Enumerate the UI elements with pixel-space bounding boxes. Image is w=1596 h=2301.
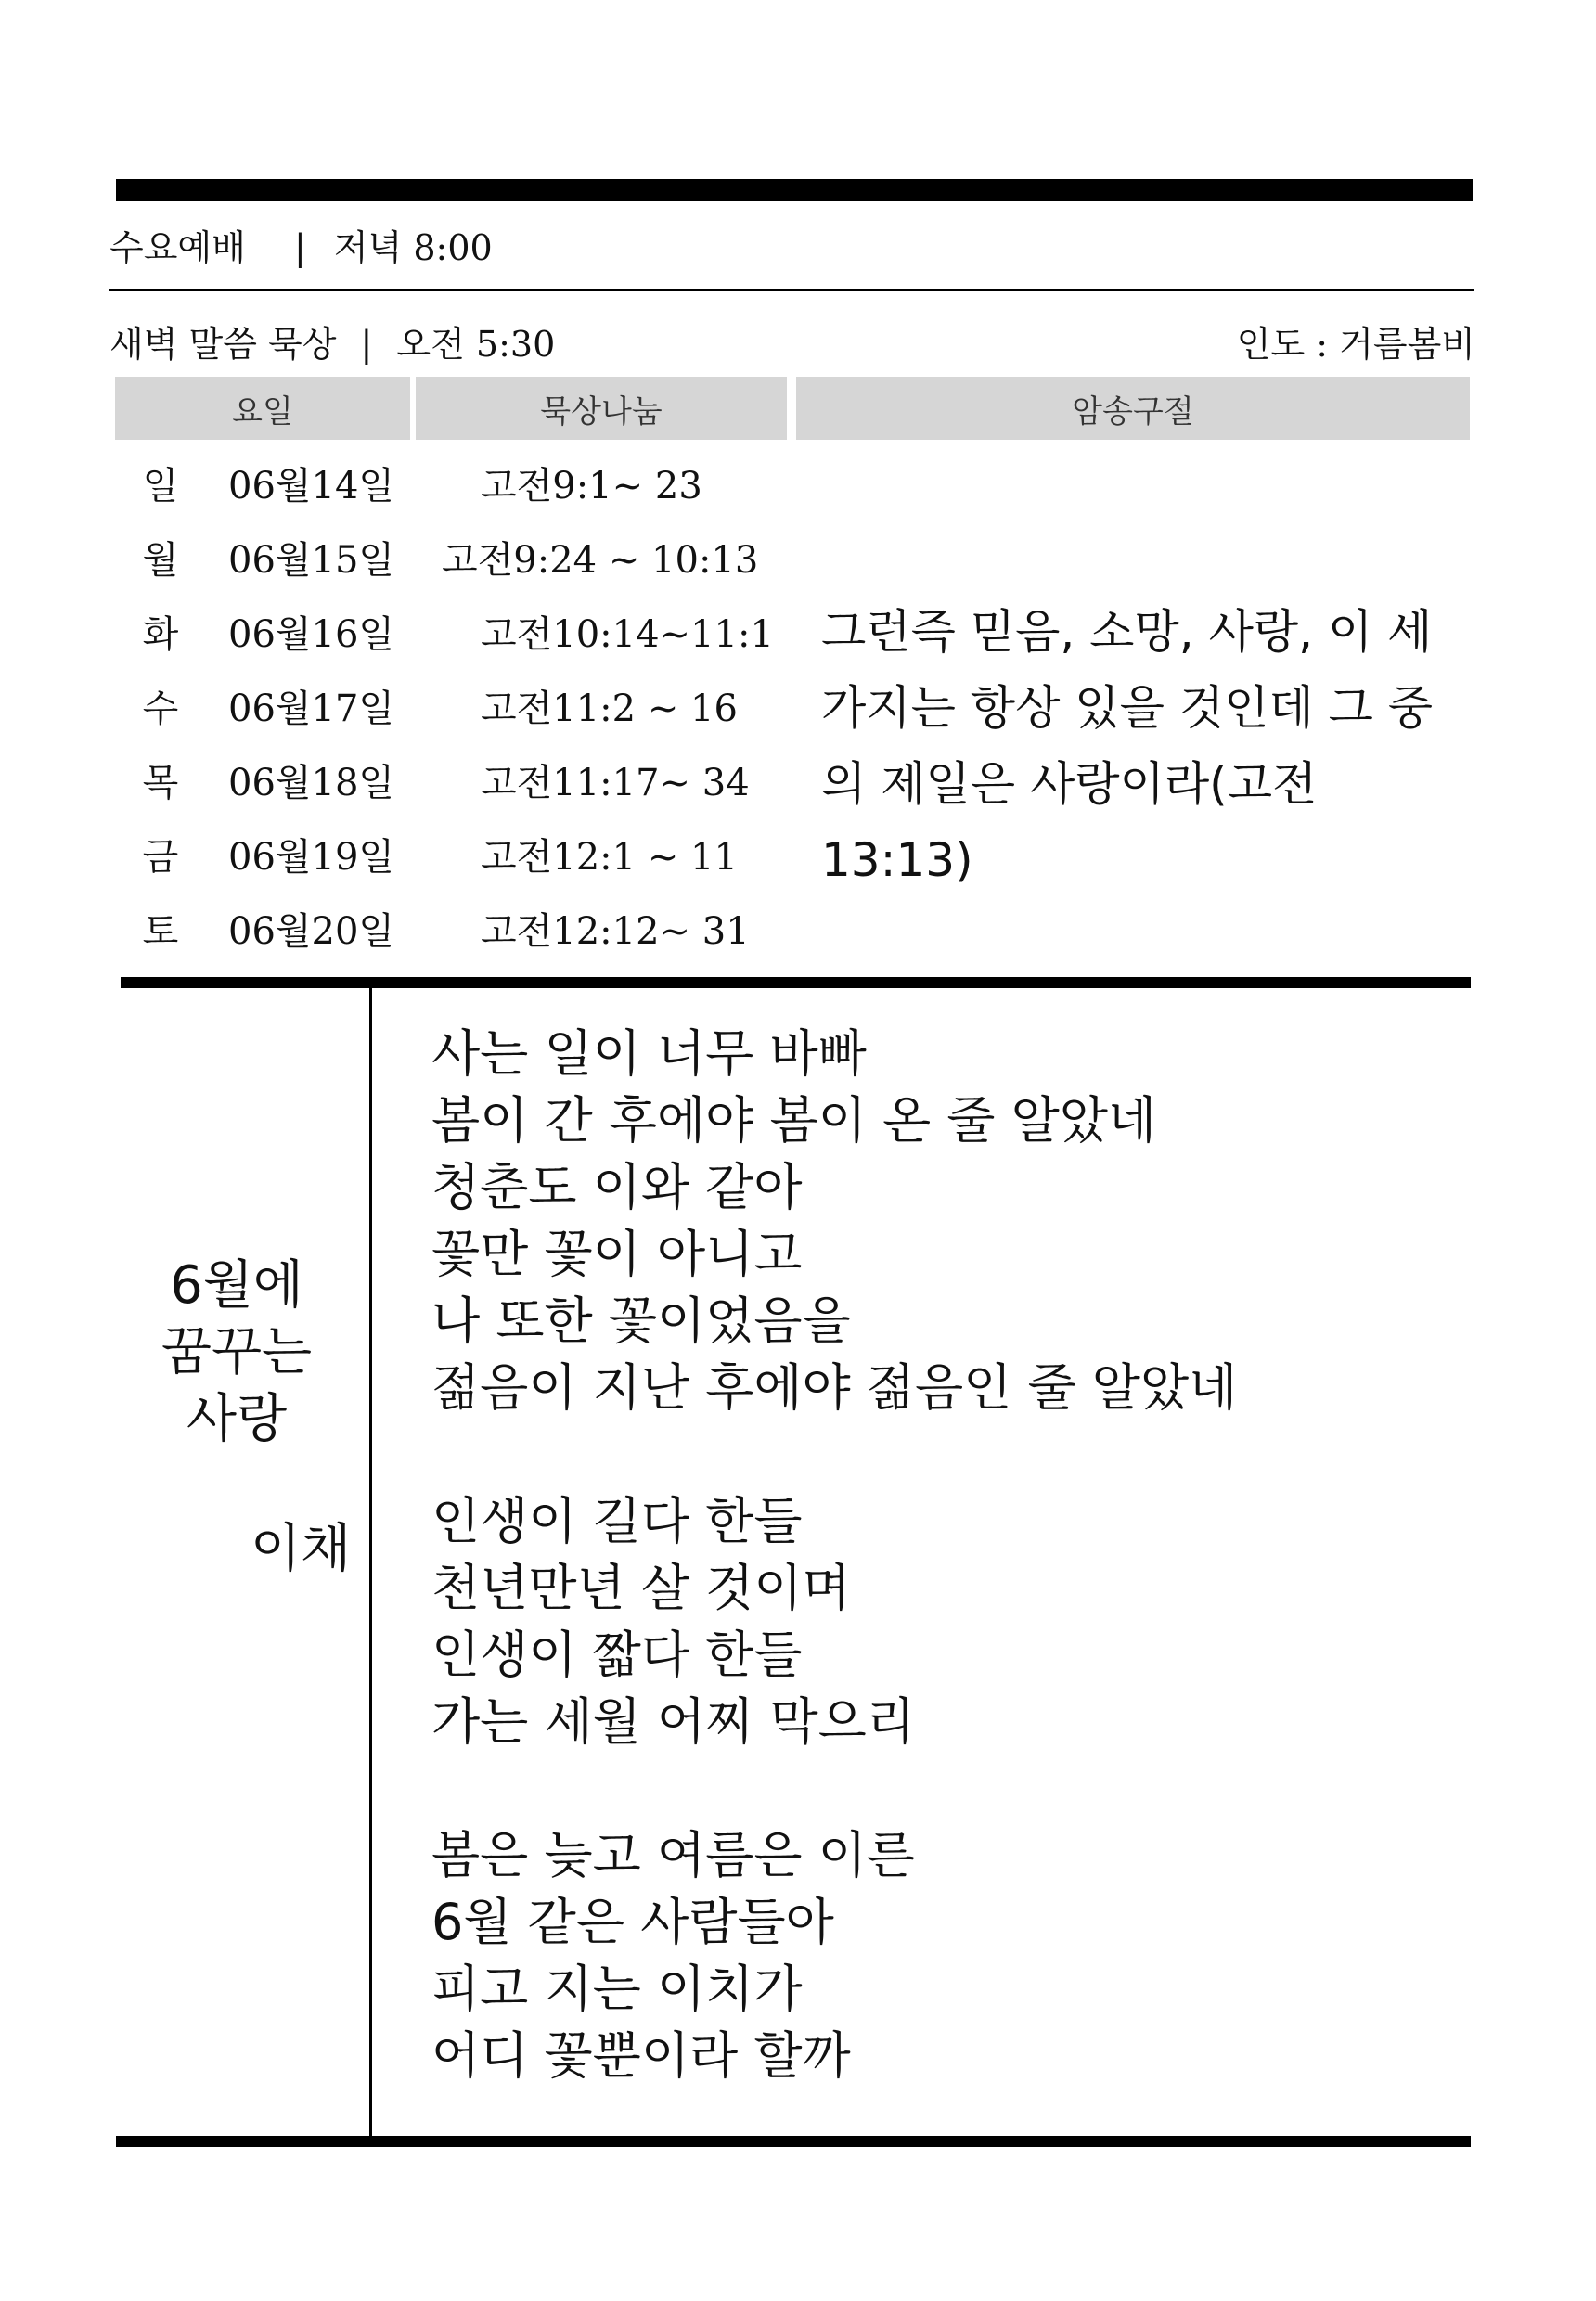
top-rule: [116, 179, 1473, 201]
row-date: 06월16일: [228, 612, 395, 656]
memory-verse-line: 그런즉 믿음, 소망, 사랑, 이 세: [821, 605, 1433, 659]
dawn-leader: 인도 : 거름봄비: [1236, 324, 1475, 365]
poem-line: 6월 같은 사람들아: [431, 1893, 834, 1951]
row-reference: 고전11:17~ 34: [481, 761, 750, 804]
dawn-time: 오전 5:30: [396, 324, 556, 365]
row-date: 06월14일: [228, 464, 395, 508]
poem-line: 어디 꽃뿐이라 할까: [431, 2026, 851, 2085]
dawn-separator: |: [360, 324, 373, 365]
poem-line: 나 또한 꽃이었음을: [431, 1292, 851, 1350]
stanza-break: [431, 1755, 1237, 1822]
header-memory-verse: 암송구절: [796, 377, 1470, 440]
row-day: 일: [142, 464, 179, 508]
memory-verse-line: 의 제일은 사랑이라(고전13:13): [821, 757, 1318, 887]
row-date: 06월20일: [228, 909, 395, 953]
poem-line: 청춘도 이와 같아: [431, 1158, 803, 1216]
poem-line: 인생이 길다 한들: [431, 1492, 803, 1550]
dawn-label: 새벽 말씀 묵상: [109, 324, 337, 365]
poem-line: 가는 세월 어찌 막으리: [431, 1692, 915, 1751]
wednesday-time: 저녁 8:00: [333, 227, 493, 268]
memory-verse: [821, 594, 1452, 898]
poem-line: 피고 지는 이치가: [431, 1960, 803, 2018]
poem-title-line: 사랑: [186, 1389, 288, 1449]
poem-line: 사는 일이 너무 바빠: [431, 1024, 867, 1083]
poem-title-line: 6월에: [170, 1255, 303, 1316]
poem-line: 젊음이 지난 후에야 젊음인 줄 알았네: [431, 1358, 1238, 1417]
poem-line: 봄이 간 후에야 봄이 온 줄 알았네: [431, 1091, 1157, 1150]
row-date: 06월17일: [228, 687, 395, 730]
row-day: 수: [142, 687, 179, 730]
bottom-rule: [116, 2136, 1471, 2147]
poem-line: 인생이 짧다 한들: [431, 1626, 803, 1684]
row-reference: 고전12:12~ 31: [481, 909, 750, 953]
poem-line: 꽃만 꽃이 아니고: [431, 1225, 803, 1283]
header-meditation: 묵상나눔: [416, 377, 787, 440]
row-reference: 고전11:2 ~ 16: [481, 687, 738, 730]
poem-author: 이채: [251, 1519, 352, 1579]
row-date: 06월19일: [228, 835, 395, 879]
row-day: 금: [142, 835, 179, 879]
wednesday-service: [109, 219, 493, 270]
row-day: 화: [142, 612, 179, 656]
poem-line: 천년만년 살 것이며: [431, 1559, 851, 1617]
row-day: 목: [142, 761, 179, 804]
row-day: 월: [142, 538, 179, 582]
poem-title: [130, 1253, 343, 1453]
dawn-meditation: [109, 315, 555, 366]
poem-divider: [369, 988, 372, 2139]
row-reference: 고전10:14~11:1: [481, 612, 774, 656]
middle-rule: [121, 977, 1471, 988]
row-reference: 고전9:1~ 23: [481, 464, 702, 508]
row-day: 토: [142, 909, 179, 953]
row-reference: 고전12:1 ~ 11: [481, 835, 738, 879]
row-reference: 고전9:24 ~ 10:13: [442, 538, 759, 582]
poem-title-line: 꿈꾸는: [161, 1322, 313, 1382]
row-date: 06월18일: [228, 761, 395, 804]
header-day: 요일: [115, 377, 410, 440]
row-date: 06월15일: [228, 538, 395, 582]
stanza-break: [431, 1421, 1237, 1488]
poem-line: 봄은 늦고 여름은 이른: [431, 1826, 915, 1884]
memory-verse-line: 가지는 항상 있을 것인데 그 중: [821, 681, 1434, 735]
wednesday-separator: |: [293, 227, 306, 268]
wednesday-label: 수요예배: [109, 227, 246, 268]
poem-body: [431, 1021, 1237, 2089]
section-rule: [109, 289, 1474, 291]
